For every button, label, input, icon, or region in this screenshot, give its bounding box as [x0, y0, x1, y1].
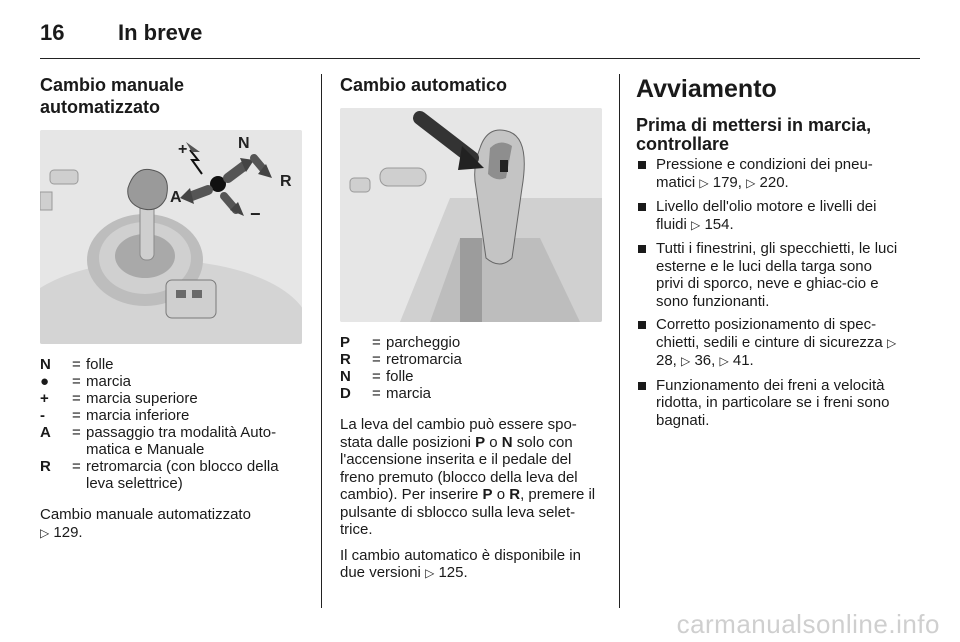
header-rule [40, 58, 920, 59]
cross-reference-text: Cambio manuale automatizzato [40, 506, 251, 523]
legend-row [340, 351, 602, 368]
xref-icon: ▷ [719, 354, 729, 368]
cross-reference-link[interactable]: 125. [438, 564, 468, 581]
cross-reference-link[interactable]: 179, [712, 173, 747, 191]
paragraph-text: o [485, 433, 502, 451]
watermark: carmanualsonline.info [676, 609, 940, 639]
legend-eq: = [72, 373, 81, 390]
gear-letter-n: N [501, 433, 513, 451]
manual-shifter-illustration [40, 130, 302, 344]
page-number: 16 [40, 20, 65, 45]
legend-text: folle [386, 368, 414, 385]
legend-row [40, 407, 302, 424]
bullet-square-icon [638, 382, 646, 390]
cross-reference-paragraph [40, 506, 302, 542]
list-item-text: Tutti i finestrini, gli specchietti, le luci esterne e le luci della targa sono privi di sporco, neve e ghiac-cio e sono funzionanti. [656, 240, 898, 310]
automatic-shifter-illustration [340, 108, 602, 322]
legend-key: N [40, 356, 51, 373]
column-manual-automated [40, 74, 302, 542]
legend-text: marcia superiore [86, 390, 198, 407]
list-item [636, 377, 902, 430]
list-item-text: Livello dell'olio motore e livelli dei fluidi [656, 198, 877, 233]
bullet-square-icon [638, 321, 646, 329]
list-item [636, 156, 902, 192]
legend-row [340, 334, 602, 351]
legend-eq: = [72, 407, 81, 424]
cross-reference-link[interactable]: 41. [732, 352, 754, 369]
legend-text: passaggio tra modalità Auto-matica e Manuale [86, 424, 277, 458]
cross-reference-link[interactable]: 220. [759, 173, 789, 191]
legend-text: folle [86, 356, 114, 373]
cross-reference-link[interactable]: 36, [694, 352, 720, 369]
column-automatic [340, 74, 602, 583]
list-item-text: Funzionamento dei freni a velocità ridotta, in particolare se i freni sono bagnati. [656, 376, 890, 429]
list-item-text: Pressione e condizioni dei pneu-matici [656, 156, 873, 191]
legend-eq: = [372, 334, 381, 351]
section-heading-manual-automated: Cambio manuale automatizzato [40, 75, 185, 117]
legend-text: retromarcia [386, 351, 462, 368]
paragraph-text: , premere il pulsante di sblocco sulla leva selet-trice. [340, 486, 596, 538]
paragraph-text: o [492, 486, 510, 503]
legend-row [340, 368, 602, 385]
cross-reference-link[interactable]: 28, [656, 352, 682, 369]
legend-text: marcia inferiore [86, 407, 190, 424]
list-item [636, 240, 902, 310]
legend-key: - [40, 407, 45, 424]
gear-letter-p: P [482, 486, 493, 503]
column-starting [636, 74, 902, 435]
legend-row [40, 390, 302, 407]
legend-text: parcheggio [386, 334, 461, 351]
section-title-avviamento: Avviamento [636, 75, 777, 103]
legend-row [40, 373, 302, 390]
figure-label-plus: + [178, 141, 188, 158]
xref-icon: ▷ [746, 175, 756, 190]
paragraph-text: Il cambio automatico è disponibile in due versioni [340, 546, 581, 581]
cross-reference-link[interactable]: 154. [704, 215, 734, 233]
paragraph-text: La leva del cambio può essere spo-stata dalle posizioni [340, 416, 577, 451]
legend-eq: = [372, 385, 381, 402]
legend-eq: = [372, 351, 381, 368]
xref-icon: ▷ [691, 217, 701, 232]
automatic-paragraph-1 [340, 416, 602, 539]
legend-text: marcia [386, 385, 432, 402]
legend-row [40, 356, 302, 373]
legend-eq: = [72, 424, 81, 441]
figure-label-r: R [280, 173, 292, 190]
legend-eq: = [72, 458, 81, 475]
figure-label-n: N [238, 135, 250, 152]
legend-automatic [340, 334, 602, 402]
paragraph-text: solo con l'accensione inserita e il pedale del freno premuto (blocco della leva del cambio). Per inserire [340, 433, 578, 503]
legend-key: N [340, 368, 351, 385]
legend-key: R [340, 351, 351, 368]
figure-label-minus: − [250, 204, 261, 224]
legend-row [340, 385, 602, 402]
gear-letter-p: P [475, 433, 486, 451]
legend-key: + [40, 390, 49, 407]
list-item-text: Corretto posizionamento di spec-chietti, sedili e cinture di sicurezza [656, 316, 887, 351]
cross-reference-link[interactable]: 129. [53, 523, 83, 541]
legend-key: D [340, 385, 351, 402]
gear-letter-r: R [509, 486, 521, 503]
figure-label-a: A [170, 189, 182, 206]
legend-eq: = [372, 368, 381, 385]
xref-icon: ▷ [886, 335, 897, 350]
legend-text: marcia [86, 373, 132, 390]
legend-row [40, 458, 302, 492]
section-heading-automatic: Cambio automatico [340, 75, 508, 95]
legend-text: retromarcia (con blocco della leva selettrice) [86, 458, 279, 492]
xref-icon: ▷ [681, 354, 691, 368]
automatic-paragraph-2 [340, 547, 602, 583]
xref-icon: ▷ [40, 525, 50, 540]
legend-key: ● [40, 373, 50, 390]
legend-eq: = [72, 356, 81, 373]
list-item [636, 316, 902, 371]
legend-row [40, 424, 302, 458]
xref-icon: ▷ [425, 566, 435, 580]
page-header-title: In breve [118, 20, 203, 45]
xref-icon: ▷ [699, 175, 709, 190]
legend-eq: = [72, 390, 81, 407]
figure-manual-shifter [40, 130, 302, 344]
subsection-title-checks: Prima di mettersi in marcia, controllare [636, 115, 872, 154]
bullet-square-icon [638, 245, 646, 253]
figure-automatic-shifter [340, 108, 602, 322]
bullet-square-icon [638, 161, 646, 169]
bullet-square-icon [638, 203, 646, 211]
list-item [636, 198, 902, 234]
column-divider-2 [619, 74, 620, 608]
column-divider-1 [321, 74, 322, 608]
legend-manual-automated [40, 356, 302, 492]
legend-key: R [40, 458, 51, 475]
legend-key: A [40, 424, 51, 441]
checklist [636, 156, 902, 429]
legend-key: P [340, 334, 351, 351]
